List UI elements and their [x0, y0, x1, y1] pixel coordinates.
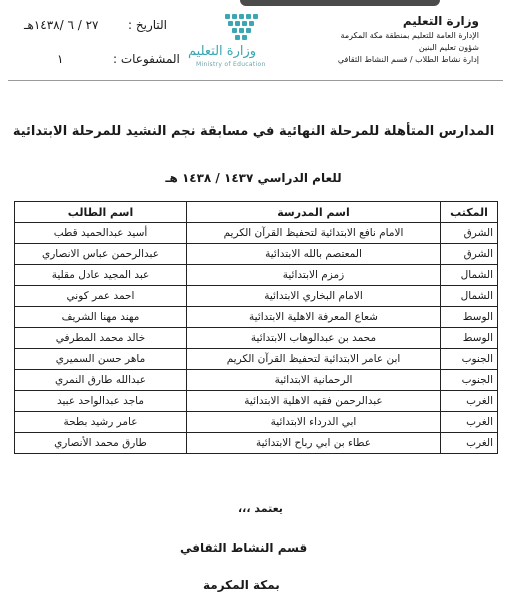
cell-student: أسيد عبدالحميد قطب	[15, 223, 187, 244]
table-row	[15, 328, 498, 349]
cell-school: ابن عامر الابتدائية لتحفيظ القرآن الكريم	[187, 349, 441, 370]
table-row	[15, 286, 498, 307]
header-student: اسم الطالب	[15, 202, 187, 223]
attachments-label: المشفوعات :	[113, 52, 180, 66]
table-row	[15, 412, 498, 433]
signature-place: بمكة المكرمة	[203, 578, 280, 592]
cell-office: الشرق	[441, 244, 498, 265]
cell-office: الشرق	[441, 223, 498, 244]
cell-office: الوسط	[441, 328, 498, 349]
document-title: المدارس المتأهلة للمرحلة النهائية في مسابقة نجم النشيد للمرحلة الابتدائية	[12, 124, 495, 139]
cell-school: الامام البخاري الابتدائية	[187, 286, 441, 307]
table-row	[15, 433, 498, 454]
cell-student: عامر رشيد بطحة	[15, 412, 187, 433]
ministry-name: وزارة التعليم	[402, 14, 479, 28]
cell-office: الشمال	[441, 265, 498, 286]
cell-school: الامام نافع الابتدائية لتحفيظ القرآن الكريم	[187, 223, 441, 244]
approval-text: يعتمد ،،،	[238, 502, 283, 515]
cell-office: الوسط	[441, 307, 498, 328]
header-school: اسم المدرسة	[187, 202, 441, 223]
cell-student: احمد عمر كوني	[15, 286, 187, 307]
cell-school: زمزم الابتدائية	[187, 265, 441, 286]
date-value: ٢٧ / ٦ /١٤٣٨هـ	[24, 18, 99, 32]
cell-student: خالد محمد المطرفي	[15, 328, 187, 349]
cell-school: المعتصم بالله الابتدائية	[187, 244, 441, 265]
signature-department: قسم النشاط الثقافي	[180, 541, 308, 555]
department-name: إدارة نشاط الطلاب / قسم النشاط الثقافي	[337, 55, 479, 64]
logo-arabic-text: وزارة التعليم	[188, 44, 257, 59]
cell-school: عطاء بن ابي رباح الابتدائية	[187, 433, 441, 454]
attachments-value: ١	[57, 52, 64, 66]
document-subtitle: للعام الدراسي ١٤٣٧ / ١٤٣٨ هـ	[165, 171, 342, 185]
cell-school: ابي الدرداء الابتدائية	[187, 412, 441, 433]
cell-office: الشمال	[441, 286, 498, 307]
cell-student: ماهر حسن السميري	[15, 349, 187, 370]
cell-office: الجنوب	[441, 349, 498, 370]
table-row	[15, 265, 498, 286]
cell-student: ماجد عبدالواحد عبيد	[15, 391, 187, 412]
table-row	[15, 391, 498, 412]
cell-student: عبدالرحمن عباس الانصاري	[15, 244, 187, 265]
cell-school: شعاع المعرفة الاهلية الابتدائية	[187, 307, 441, 328]
date-label: التاريخ :	[128, 18, 168, 32]
cell-student: طارق محمد الأنصاري	[15, 433, 187, 454]
table-header-row	[15, 202, 498, 223]
letterhead-top-bar	[240, 0, 440, 6]
cell-student: مهند مهنا الشريف	[15, 307, 187, 328]
cell-office: الغرب	[441, 391, 498, 412]
logo-english-text: Ministry of Education	[196, 61, 266, 68]
cell-school: الرحمانية الابتدائية	[187, 370, 441, 391]
table-row	[15, 223, 498, 244]
header-office: المكتب	[441, 202, 498, 223]
cell-office: الغرب	[441, 433, 498, 454]
cell-student: عبد المجيد عادل مقلية	[15, 265, 187, 286]
table-row	[15, 349, 498, 370]
table-row	[15, 307, 498, 328]
directorate-name: الإدارة العامة للتعليم بمنطقة مكة المكرمة	[340, 31, 479, 40]
table-row	[15, 370, 498, 391]
finalists-table	[14, 201, 498, 454]
header-divider	[8, 80, 503, 81]
cell-office: الجنوب	[441, 370, 498, 391]
cell-student: عبدالله طارق النمري	[15, 370, 187, 391]
ministry-header	[338, 14, 479, 64]
cell-office: الغرب	[441, 412, 498, 433]
cell-school: محمد بن عبدالوهاب الابتدائية	[187, 328, 441, 349]
table-row	[15, 244, 498, 265]
cell-school: عبدالرحمن فقيه الاهلية الابتدائية	[187, 391, 441, 412]
office-name: شؤون تعليم البنين	[418, 43, 479, 52]
